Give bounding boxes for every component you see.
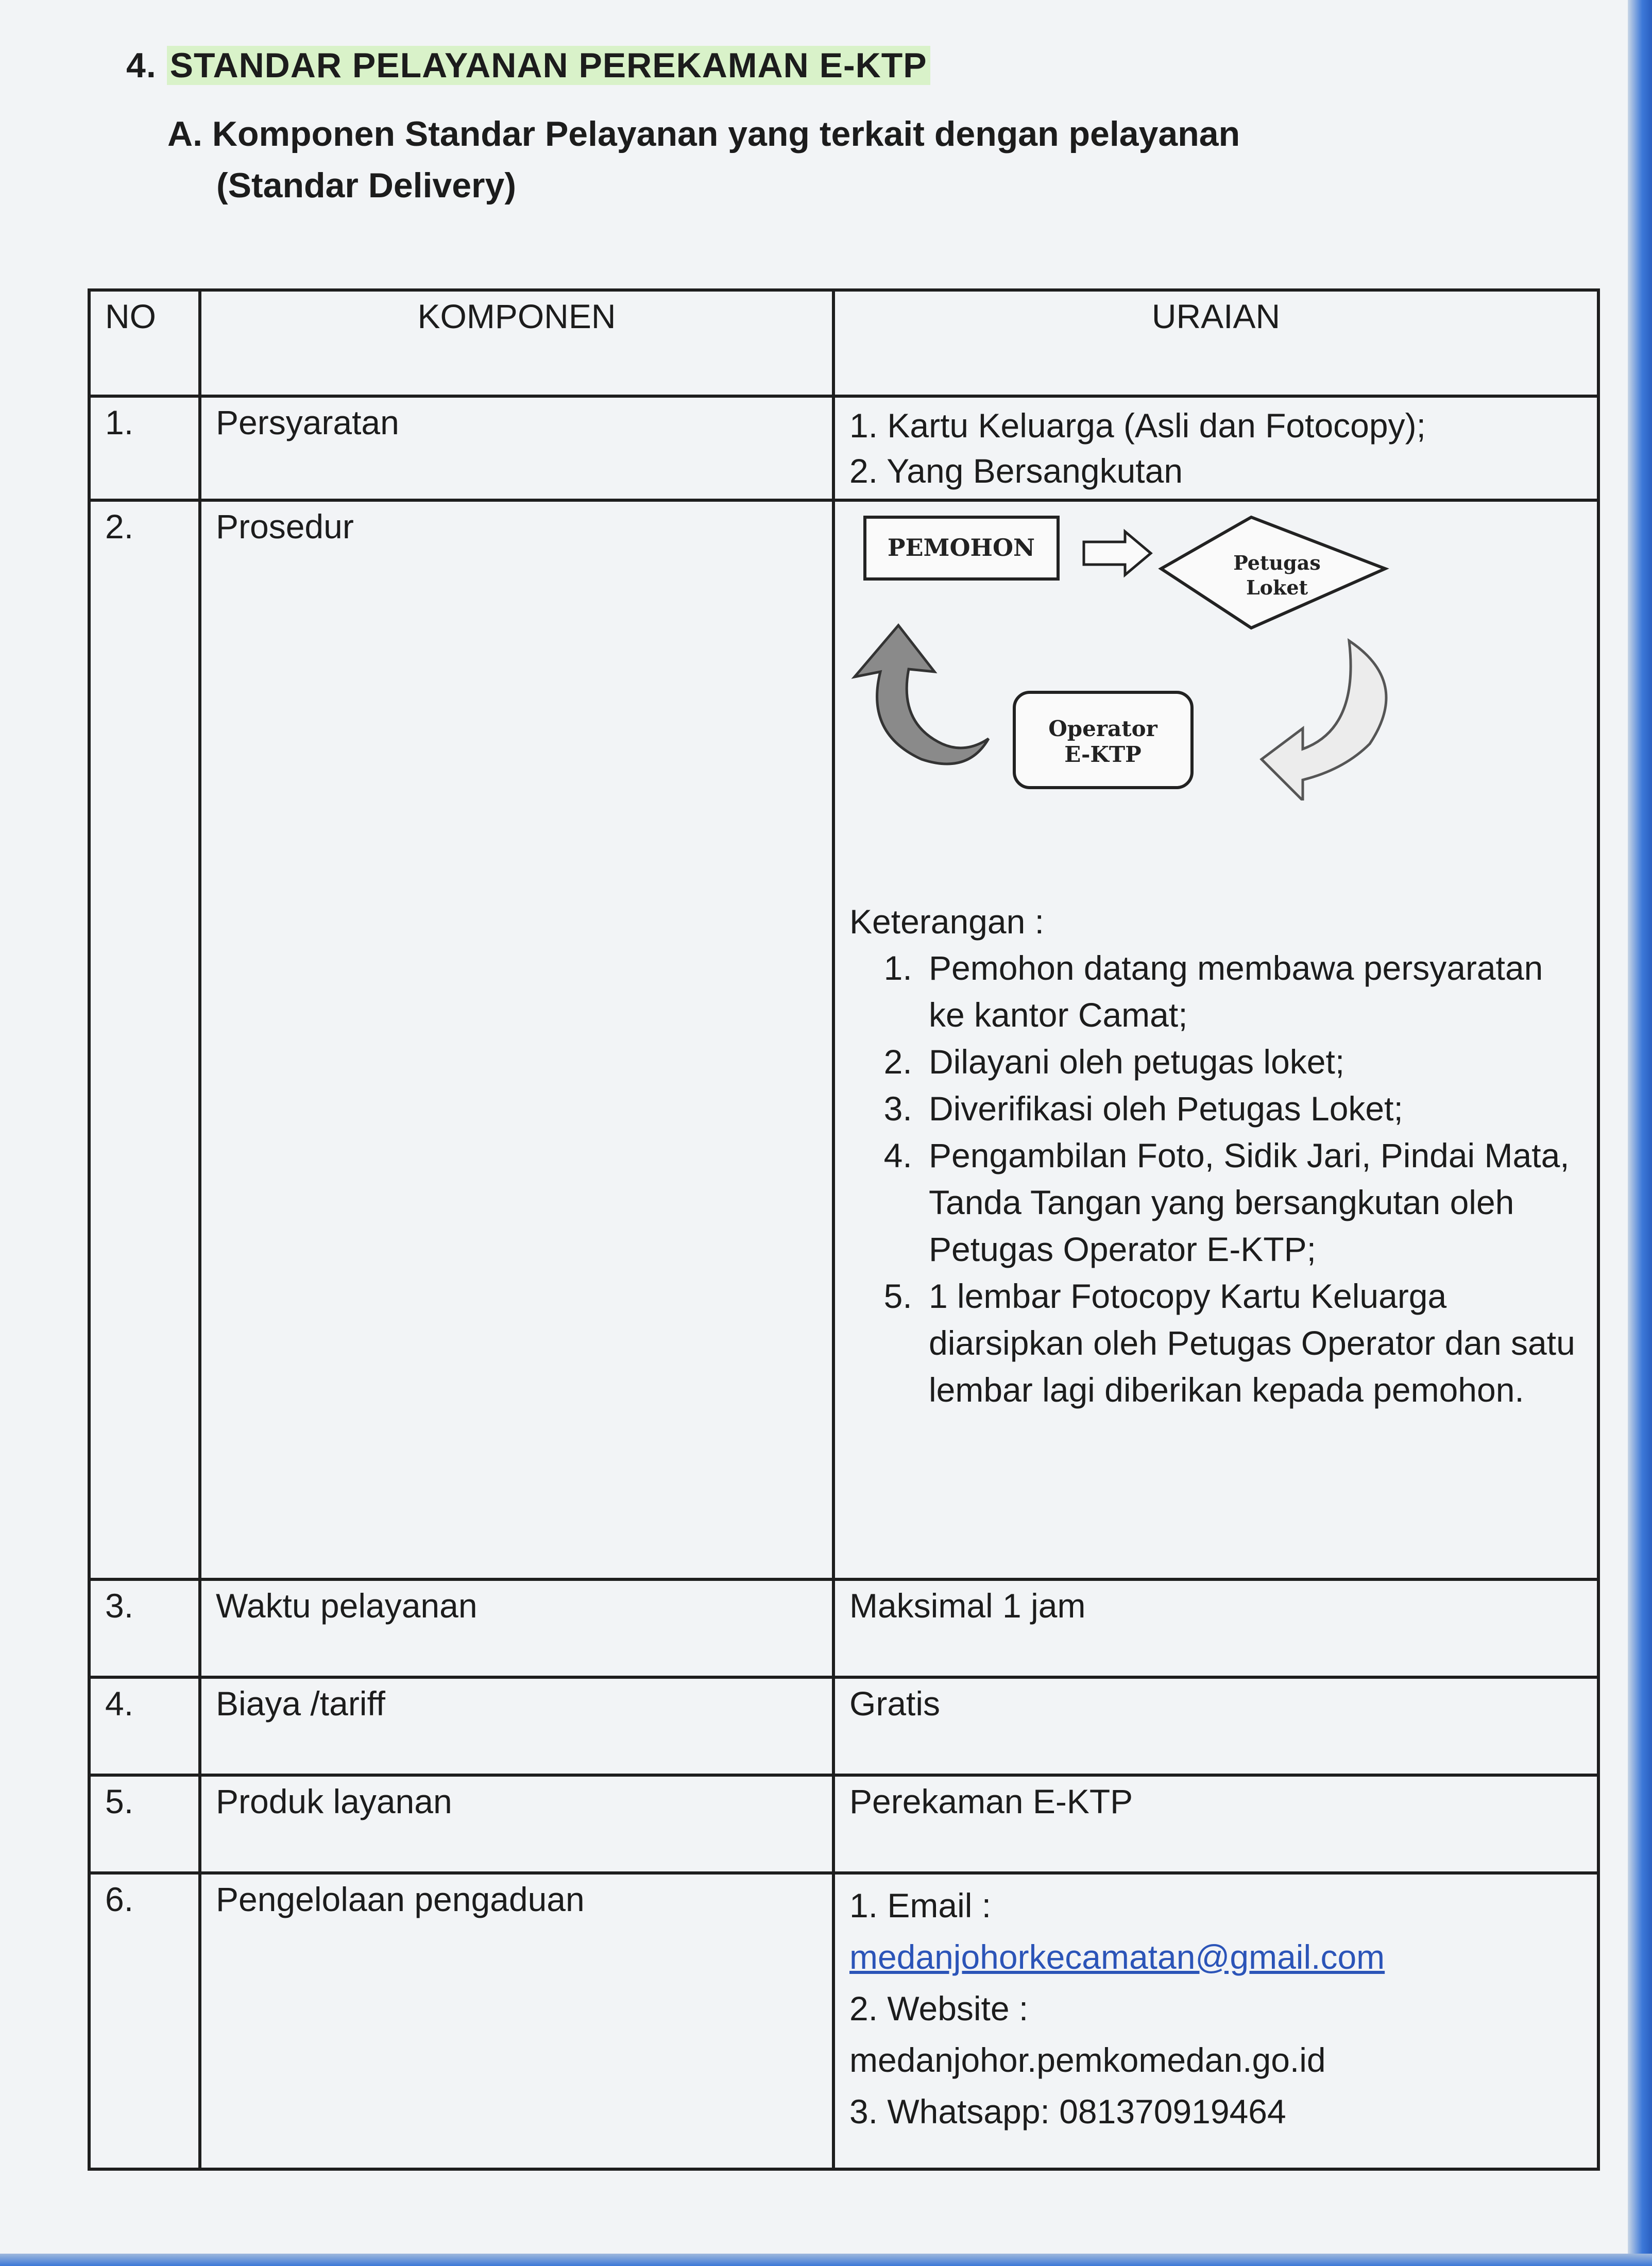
row-komponen: Biaya /tariff [200, 1677, 833, 1775]
row-no: 5. [89, 1775, 200, 1873]
website-url: medanjohor.pemkomedan.go.id [849, 2041, 1326, 2079]
row-komponen: Waktu pelayanan [200, 1579, 833, 1677]
row-uraian: Maksimal 1 jam [833, 1579, 1598, 1677]
table-row [89, 1873, 1598, 2169]
subheading-letter: A. [167, 114, 202, 154]
subheading-line-1: Komponen Standar Pelayanan yang terkait dengan pelayanan [212, 114, 1240, 154]
website-label: 2. Website : [849, 1989, 1029, 2028]
row-no: 6. [89, 1873, 200, 2169]
list-item: 4. Pengambilan Foto, Sidik Jari, Pindai Mata, Tanda Tangan yang bersangkutan oleh Petugas Operator E-KTP; [922, 1132, 1582, 1273]
list-item: 3. Diverifikasi oleh Petugas Loket; [922, 1085, 1582, 1132]
pemohon-label: PEMOHON [887, 534, 1035, 561]
procedure-flowchart [849, 512, 1416, 800]
website-item [849, 1983, 1582, 2086]
list-item: 2. Dilayani oleh petugas loket; [922, 1038, 1582, 1085]
scanner-background-bottom [0, 2254, 1652, 2266]
contact-list [849, 1880, 1582, 2137]
row-uraian: Gratis [833, 1677, 1598, 1775]
table-row [89, 396, 1598, 500]
row-no: 4. [89, 1677, 200, 1775]
petugas-label-line-1: Petugas [1233, 551, 1321, 574]
whatsapp-item: 3. Whatsapp: 081370919464 [849, 2092, 1286, 2131]
petugas-label-line-2: Loket [1246, 576, 1308, 599]
row-uraian [833, 396, 1598, 500]
row-no: 3. [89, 1579, 200, 1677]
arrow-right-icon [1084, 532, 1151, 575]
operator-label-line-1: Operator [1048, 716, 1157, 741]
table-row [89, 1677, 1598, 1775]
table-header-row [89, 290, 1598, 396]
header-no: NO [89, 290, 200, 396]
list-item: 1. Pemohon datang membawa persyaratan ke kantor Camat; [922, 945, 1582, 1038]
list-item: 5. 1 lembar Fotocopy Kartu Keluarga diarsipkan oleh Petugas Operator dan satu lembar lagi diberikan kepada pemohon. [922, 1273, 1582, 1413]
row-komponen: Persyaratan [200, 396, 833, 500]
subheading-line-2: (Standar Delivery) [216, 166, 516, 205]
persyaratan-list [849, 403, 1582, 493]
email-link[interactable]: medanjohorkecamatan@gmail.com [849, 1938, 1385, 1976]
curved-arrow-icon [855, 625, 989, 764]
table-row [89, 1775, 1598, 1873]
section-heading [126, 45, 930, 86]
heading-number: 4. [126, 46, 157, 85]
operator-label-line-2: E-KTP [1064, 742, 1142, 767]
header-komponen: KOMPONEN [200, 290, 833, 396]
heading-text: STANDAR PELAYANAN PEREKAMAN E-KTP [167, 46, 930, 85]
row-komponen: Produk layanan [200, 1775, 833, 1873]
list-item: 1. Kartu Keluarga (Asli dan Fotocopy); [849, 406, 1426, 445]
row-komponen: Pengelolaan pengaduan [200, 1873, 833, 2169]
row-uraian [833, 500, 1598, 1579]
row-uraian [833, 1873, 1598, 2169]
email-item [849, 1880, 1582, 1983]
curved-arrow-icon [1262, 641, 1386, 800]
row-no: 2. [89, 500, 200, 1579]
subsection-heading [167, 108, 1507, 211]
row-uraian: Perekaman E-KTP [833, 1775, 1598, 1873]
table-row [89, 1579, 1598, 1677]
standard-table [88, 288, 1600, 2171]
header-uraian: URAIAN [833, 290, 1598, 396]
row-komponen: Prosedur [200, 500, 833, 1579]
table-row [89, 500, 1598, 1579]
keterangan-title: Keterangan : [849, 902, 1044, 941]
row-no: 1. [89, 396, 200, 500]
scanner-background-right [1628, 0, 1652, 2266]
email-label: 1. Email : [849, 1886, 992, 1924]
list-item: 2. Yang Bersangkutan [849, 452, 1183, 490]
keterangan-list [849, 945, 1582, 1413]
